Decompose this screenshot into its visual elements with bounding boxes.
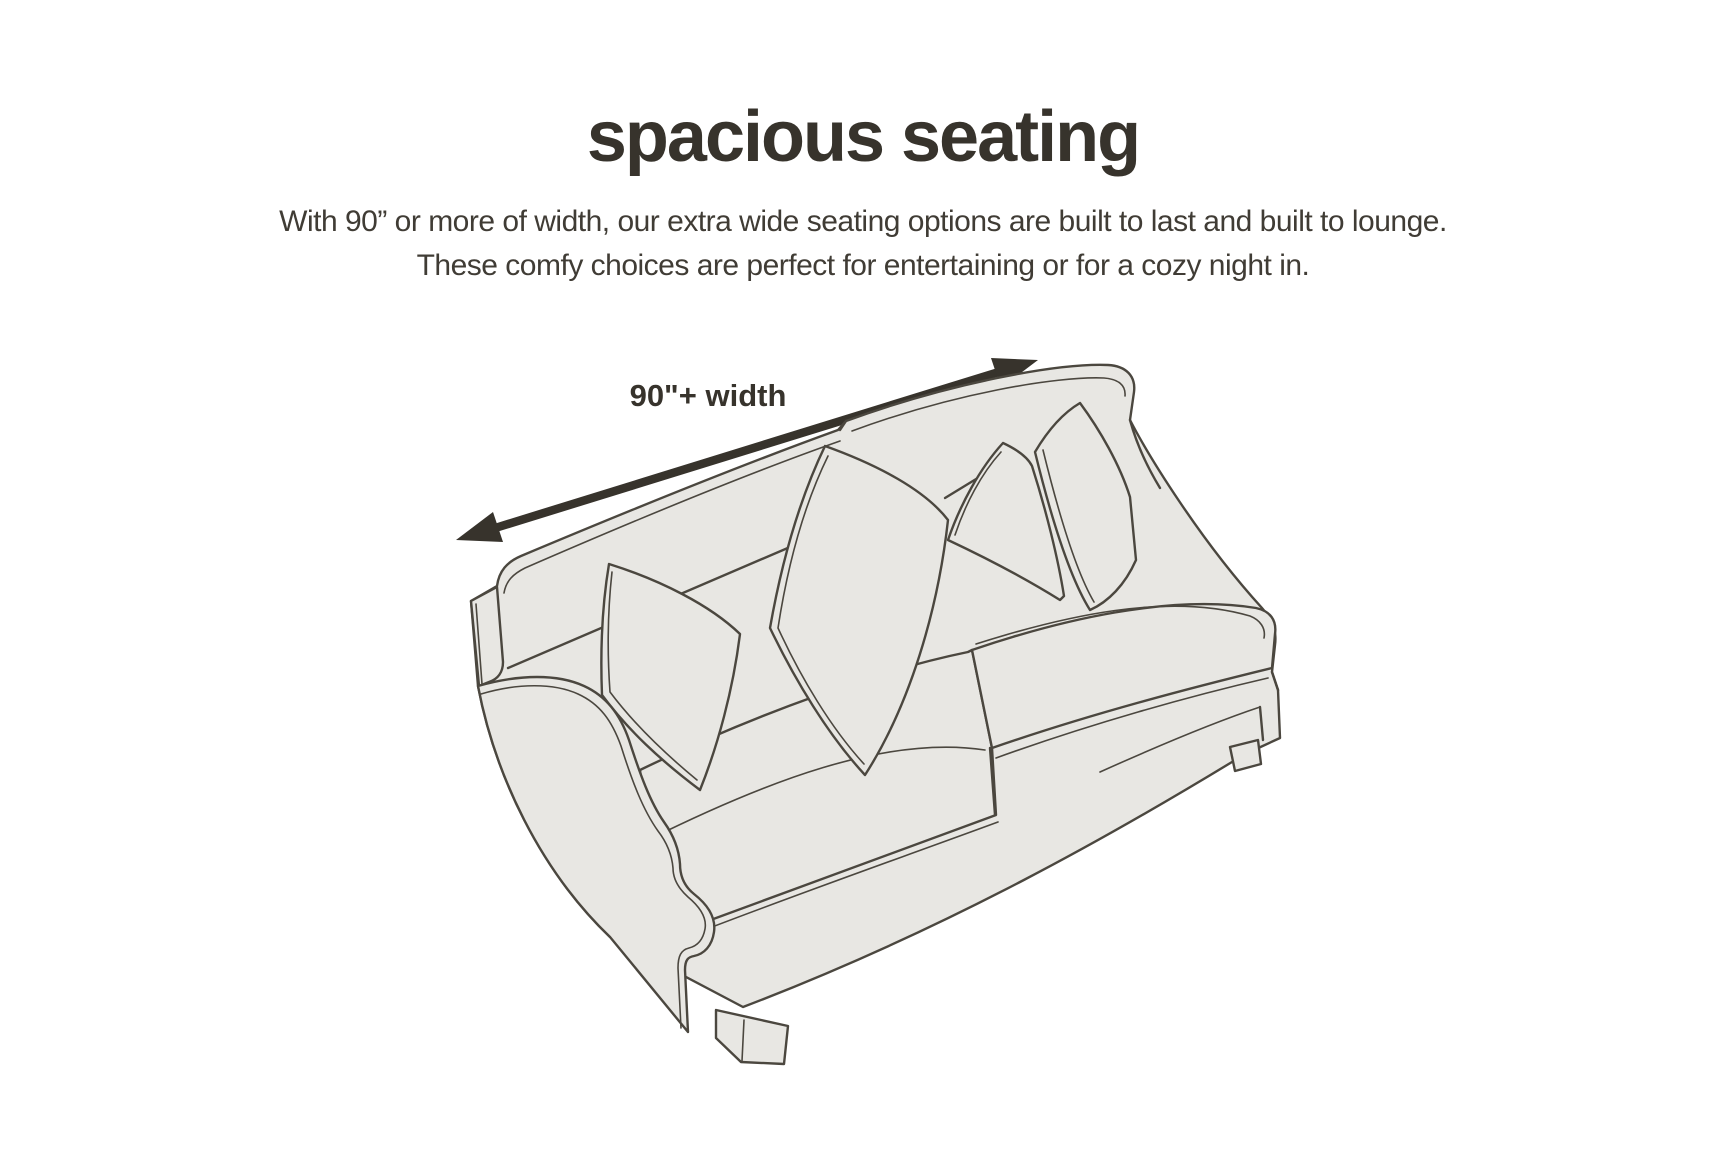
dimension-label: 90"+ width <box>629 378 787 413</box>
page-title: spacious seating <box>586 97 1140 177</box>
description-line-1: With 90” or more of width, our extra wide seating options are built to last and built to lounge. <box>279 205 1447 238</box>
sofa-illustration <box>471 365 1280 1064</box>
sofa-leg-right <box>1230 740 1261 771</box>
description-line-2: These comfy choices are perfect for entertaining or for a cozy night in. <box>416 249 1310 282</box>
sofa-leg-front <box>716 1010 788 1064</box>
